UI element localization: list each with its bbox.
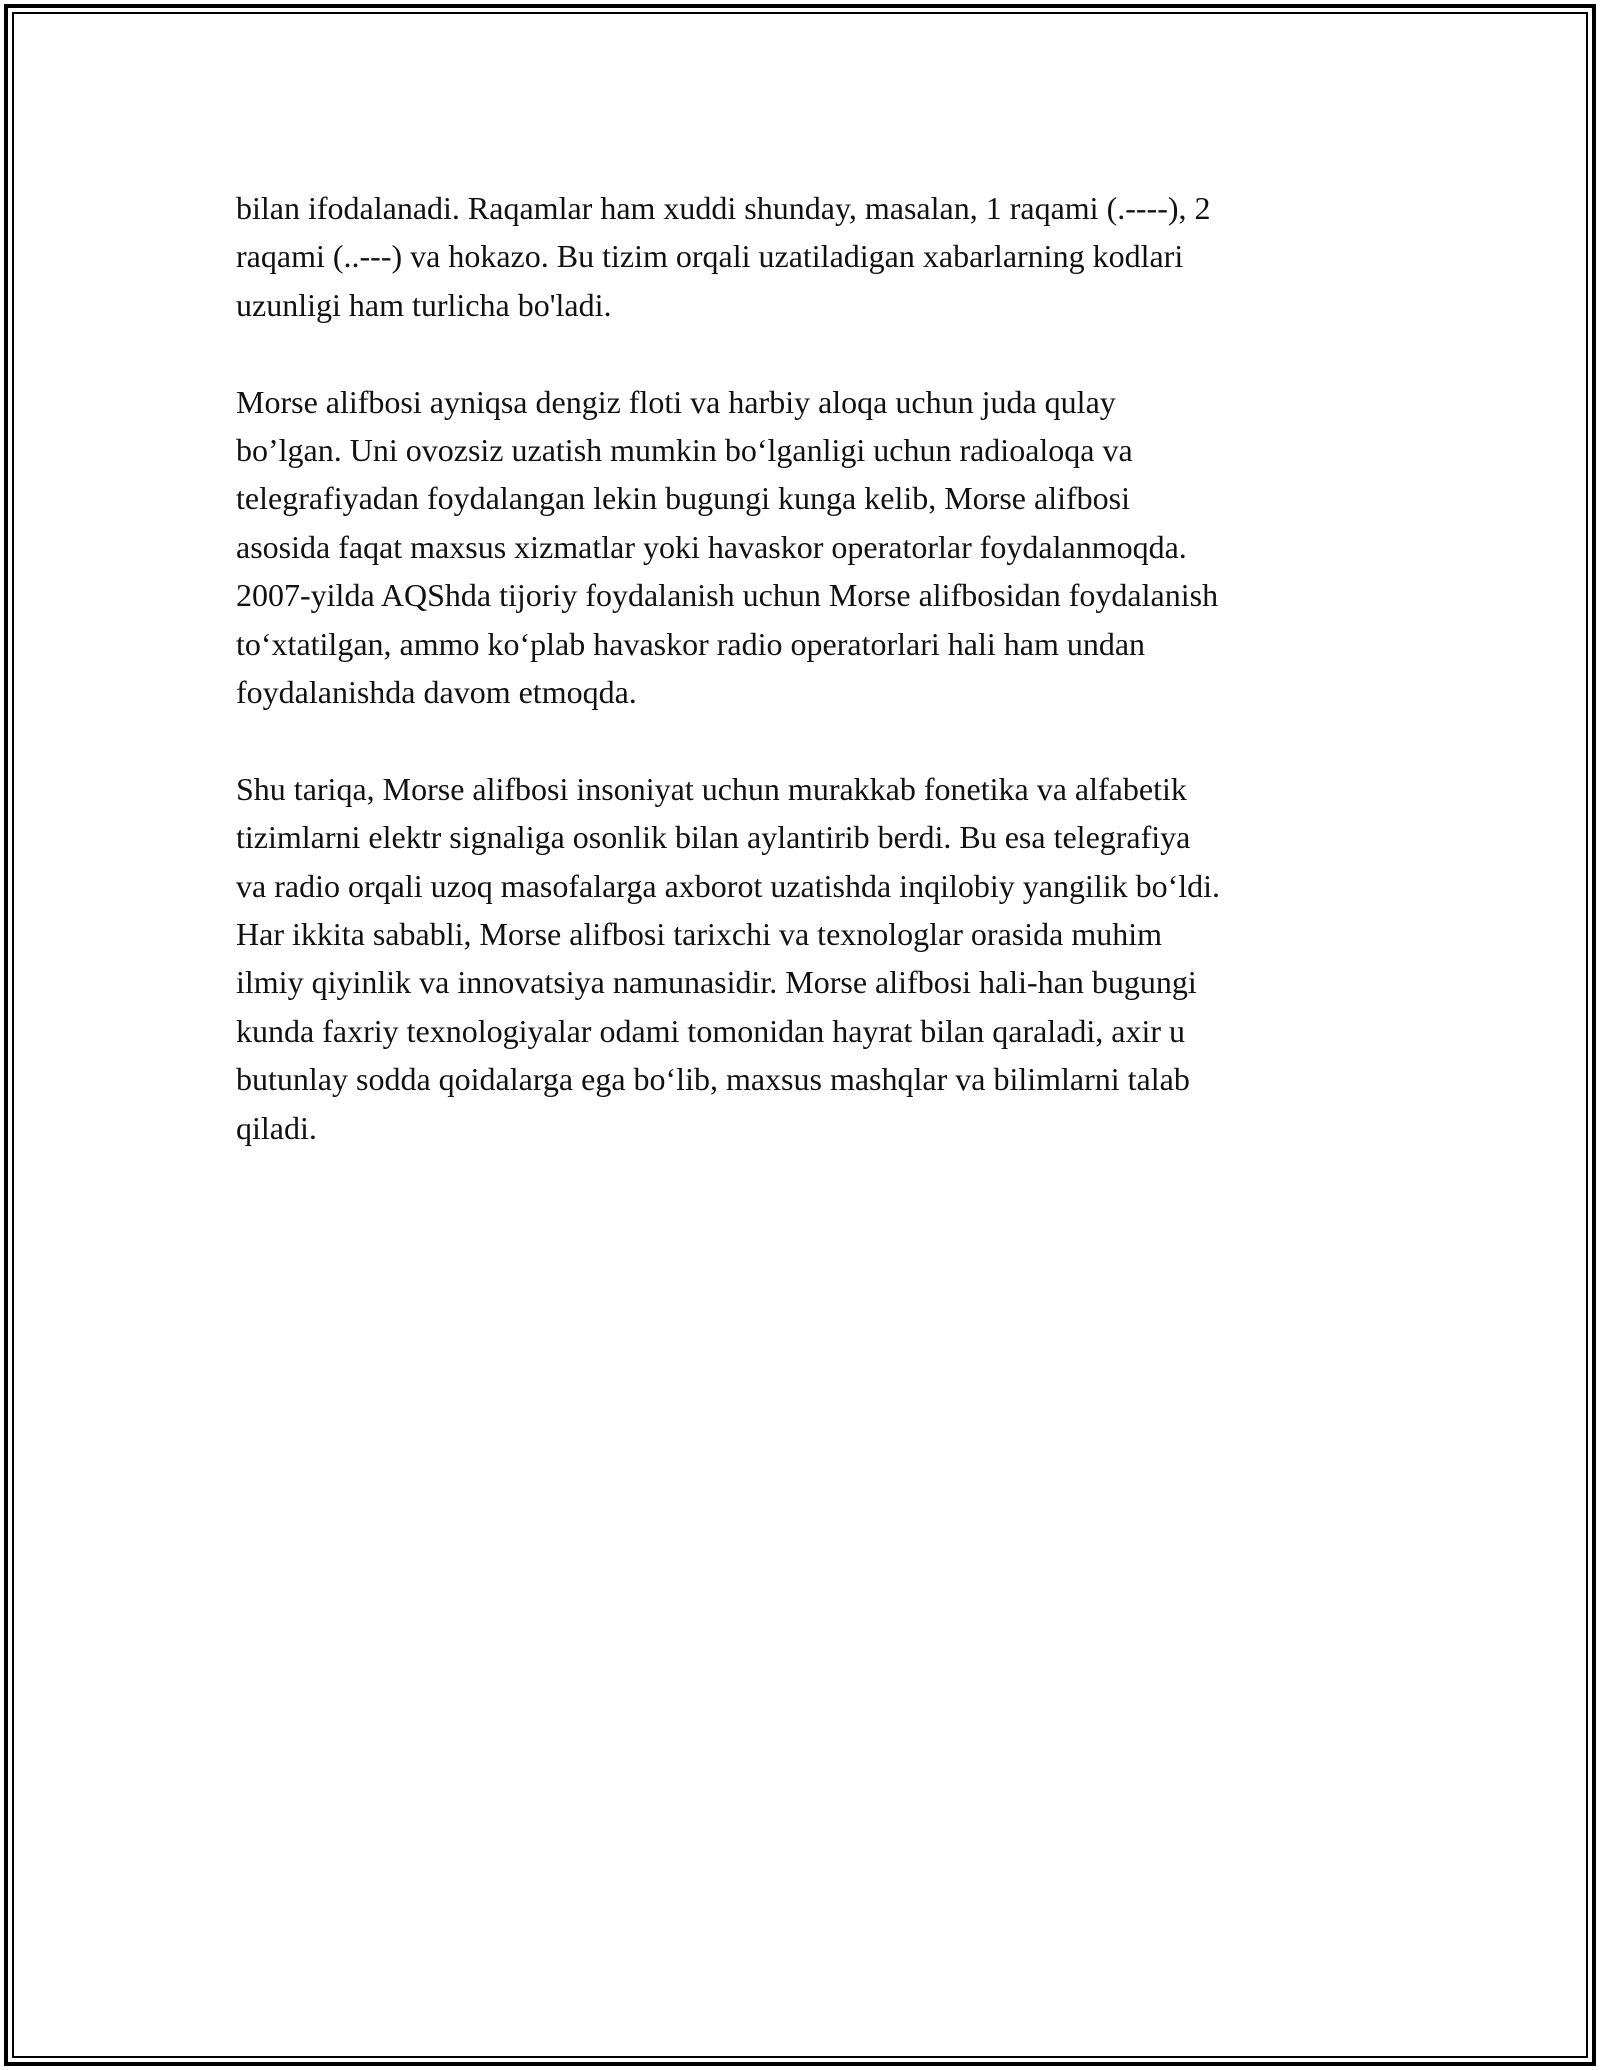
text-line: 2007-yilda AQShda tijoriy foydalanish uchun Morse alifbosidan foydalanish [236,577,1219,614]
text-line: bo’lgan. Uni ovozsiz uzatish mumkin bo‘lganligi uchun radioaloqa va [236,432,1133,469]
text-line: kunda faxriy texnologiyalar odami tomonidan hayrat bilan qaraladi, axir u [236,1012,1186,1049]
text-line: bilan ifodalanadi. Raqamlar ham xuddi shunday, masalan, 1 raqami (.----), 2 [236,190,1211,226]
text-line: asosida faqat maxsus xizmatlar yoki havaskor operatorlar foydalanmoqda. [236,528,1187,565]
text-line: Har ikkita sababli, Morse alifbosi tarixchi va texnologlar orasida muhim [236,916,1162,953]
text-line: uzunligi ham turlicha bo'ladi. [236,286,612,323]
text-line: va radio orqali uzoq masofalarga axborot uzatishda inqilobiy yangilik bo‘ldi. [236,867,1221,904]
text-line: butunlay sodda qoidalarga ega bo‘lib, maxsus mashqlar va bilimlarni talab [236,1061,1190,1098]
text-line: telegrafiyadan foydalangan lekin bugungi kunga kelib, Morse alifbosi [236,480,1130,517]
paragraph-2 [236,378,1366,717]
paragraph-3 [236,765,1366,1152]
document-body [236,184,1366,1200]
text-line: raqami (..---) va hokazo. Bu tizim orqali uzatiladigan xabarlarning kodlari [236,238,1184,275]
paragraph-1 [236,184,1366,329]
text-line: to‘xtatilgan, ammo ko‘plab havaskor radio operatorlari hali ham undan [236,625,1146,662]
text-line: Shu tariqa, Morse alifbosi insoniyat uchun murakkab fonetika va alfabetik [236,770,1187,807]
text-line: tizimlarni elektr signaliga osonlik bilan aylantirib berdi. Bu esa telegrafiya [236,819,1191,856]
text-line: ilmiy qiyinlik va innovatsiya namunasidir. Morse alifbosi hali-han bugungi [236,964,1197,1001]
text-line: Morse alifbosi ayniqsa dengiz floti va harbiy aloqa uchun juda qulay [236,383,1116,420]
text-line: qiladi. [236,1109,317,1146]
text-line: foydalanishda davom etmoqda. [236,674,637,711]
